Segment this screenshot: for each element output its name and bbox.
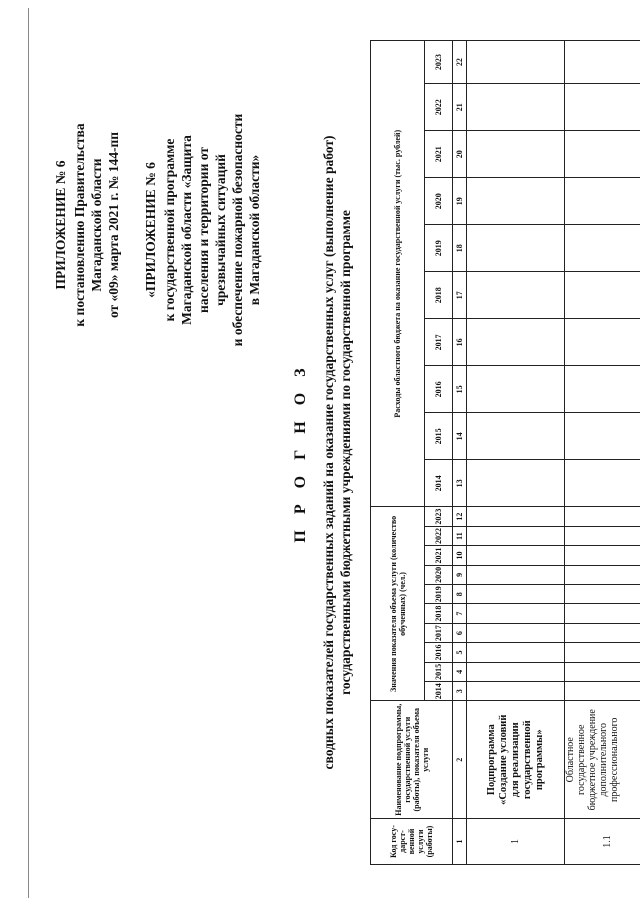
cell (467, 366, 565, 413)
year-cell: 2018 (425, 272, 453, 319)
subtitle-line-2: государственными бюджетными учреждениями по государственной программе (338, 210, 353, 695)
cell (467, 178, 565, 225)
quoted-line-6: в Магаданской области» (247, 154, 262, 306)
col-number: 15 (453, 366, 467, 413)
cell (467, 682, 565, 701)
cell (565, 507, 640, 526)
row-code: 1.1 (565, 819, 640, 865)
col-number: 7 (453, 604, 467, 623)
col-number: 2 (453, 701, 467, 819)
quoted-line-4: чрезвычайных ситуаций (213, 154, 228, 306)
col-number: 8 (453, 585, 467, 604)
cell (565, 682, 640, 701)
col-number: 19 (453, 178, 467, 225)
col-number: 9 (453, 565, 467, 584)
appendix-line-2: Магаданской области (89, 158, 104, 292)
cell (467, 585, 565, 604)
col-number: 17 (453, 272, 467, 319)
cell (565, 178, 640, 225)
col-number: 14 (453, 413, 467, 460)
cell (467, 41, 565, 84)
col-number: 12 (453, 507, 467, 526)
cell (467, 84, 565, 131)
cell (467, 623, 565, 642)
header-code: Код госу-дарст-венной услуги (работы) (371, 819, 453, 865)
col-number: 22 (453, 41, 467, 84)
quoted-appendix-header (142, 75, 263, 385)
year-cell: 2020 (425, 565, 453, 584)
cell (467, 225, 565, 272)
col-number: 18 (453, 225, 467, 272)
col-number: 4 (453, 662, 467, 681)
appendix-title: ПРИЛОЖЕНИЕ № 6 (53, 160, 68, 290)
quoted-appendix-title: «ПРИЛОЖЕНИЕ № 6 (143, 162, 158, 298)
appendix-line-3: от «09» марта 2021 г. № 144-пп (106, 131, 121, 319)
year-cell: 2021 (425, 546, 453, 565)
cell (565, 84, 640, 131)
year-cell: 2020 (425, 178, 453, 225)
cell (467, 272, 565, 319)
year-cell: 2016 (425, 366, 453, 413)
cell (565, 526, 640, 545)
cell (565, 41, 640, 84)
cell (467, 319, 565, 366)
cell (467, 413, 565, 460)
document-title: П Р О Г Н О З (292, 362, 309, 543)
header-expense-group: Расходы областного бюджета на оказание государственной услуги (тыс. рублей) (371, 41, 425, 507)
col-number: 5 (453, 643, 467, 662)
cell (565, 643, 640, 662)
year-cell: 2018 (425, 604, 453, 623)
quoted-line-3: населения и территории от (196, 147, 211, 313)
cell (565, 662, 640, 681)
cell (467, 546, 565, 565)
col-number: 21 (453, 84, 467, 131)
cell (467, 526, 565, 545)
year-cell: 2014 (425, 460, 453, 507)
col-number: 11 (453, 526, 467, 545)
year-cell: 2017 (425, 319, 453, 366)
table-row (467, 41, 565, 865)
header-name: Наименование подпрограммы, государственной услуги (работы), показателя объема услуги (371, 701, 453, 819)
col-number: 13 (453, 460, 467, 507)
cell (467, 643, 565, 662)
appendix-line-1: к постановлению Правительства (72, 123, 87, 327)
year-cell: 2021 (425, 131, 453, 178)
header-volume-group: Значения показателя объема услуги (количество обученных) (чел.) (371, 507, 425, 701)
year-cell: 2023 (425, 41, 453, 84)
year-cell: 2019 (425, 585, 453, 604)
year-cell: 2014 (425, 682, 453, 701)
cell (565, 225, 640, 272)
quoted-line-2: Магаданской области «Защита (179, 135, 194, 325)
scan-edge-line (28, 8, 29, 898)
row-name: Областное государственное бюджетное учреждение дополнительного профессионального (565, 701, 640, 819)
year-cell: 2017 (425, 623, 453, 642)
year-cell: 2015 (425, 662, 453, 681)
cell (565, 460, 640, 507)
year-cell: 2022 (425, 84, 453, 131)
year-cell: 2023 (425, 507, 453, 526)
cell (467, 460, 565, 507)
cell (565, 604, 640, 623)
year-cell: 2019 (425, 225, 453, 272)
cell (565, 585, 640, 604)
subtitle-line-1: сводных показателей государственных заданий на оказание государственных услуг (выполнение работ) (321, 135, 336, 770)
cell (565, 623, 640, 642)
table-row (565, 41, 640, 865)
year-cell: 2015 (425, 413, 453, 460)
year-cell: 2022 (425, 526, 453, 545)
cell (565, 413, 640, 460)
cell (565, 272, 640, 319)
cell (467, 131, 565, 178)
cell (467, 565, 565, 584)
header-row-groups (371, 41, 425, 865)
cell (565, 565, 640, 584)
quoted-line-5: и обеспечение пожарной безопасности (230, 113, 245, 347)
col-number: 6 (453, 623, 467, 642)
row-code: 1 (467, 819, 565, 865)
col-number: 10 (453, 546, 467, 565)
col-number: 1 (453, 819, 467, 865)
quoted-line-1: к государственной программе (162, 138, 177, 322)
cell (467, 662, 565, 681)
cell (565, 319, 640, 366)
cell (565, 366, 640, 413)
col-number: 16 (453, 319, 467, 366)
column-number-row (453, 41, 467, 865)
col-number: 20 (453, 131, 467, 178)
cell (467, 507, 565, 526)
forecast-table (370, 40, 640, 865)
cell (565, 546, 640, 565)
cell (467, 604, 565, 623)
document-subtitle (320, 40, 354, 865)
row-name: Подпрограмма «Создание условий для реализации государственной программы» (467, 701, 565, 819)
appendix-header (52, 105, 122, 345)
col-number: 3 (453, 682, 467, 701)
year-cell: 2016 (425, 643, 453, 662)
cell (565, 131, 640, 178)
